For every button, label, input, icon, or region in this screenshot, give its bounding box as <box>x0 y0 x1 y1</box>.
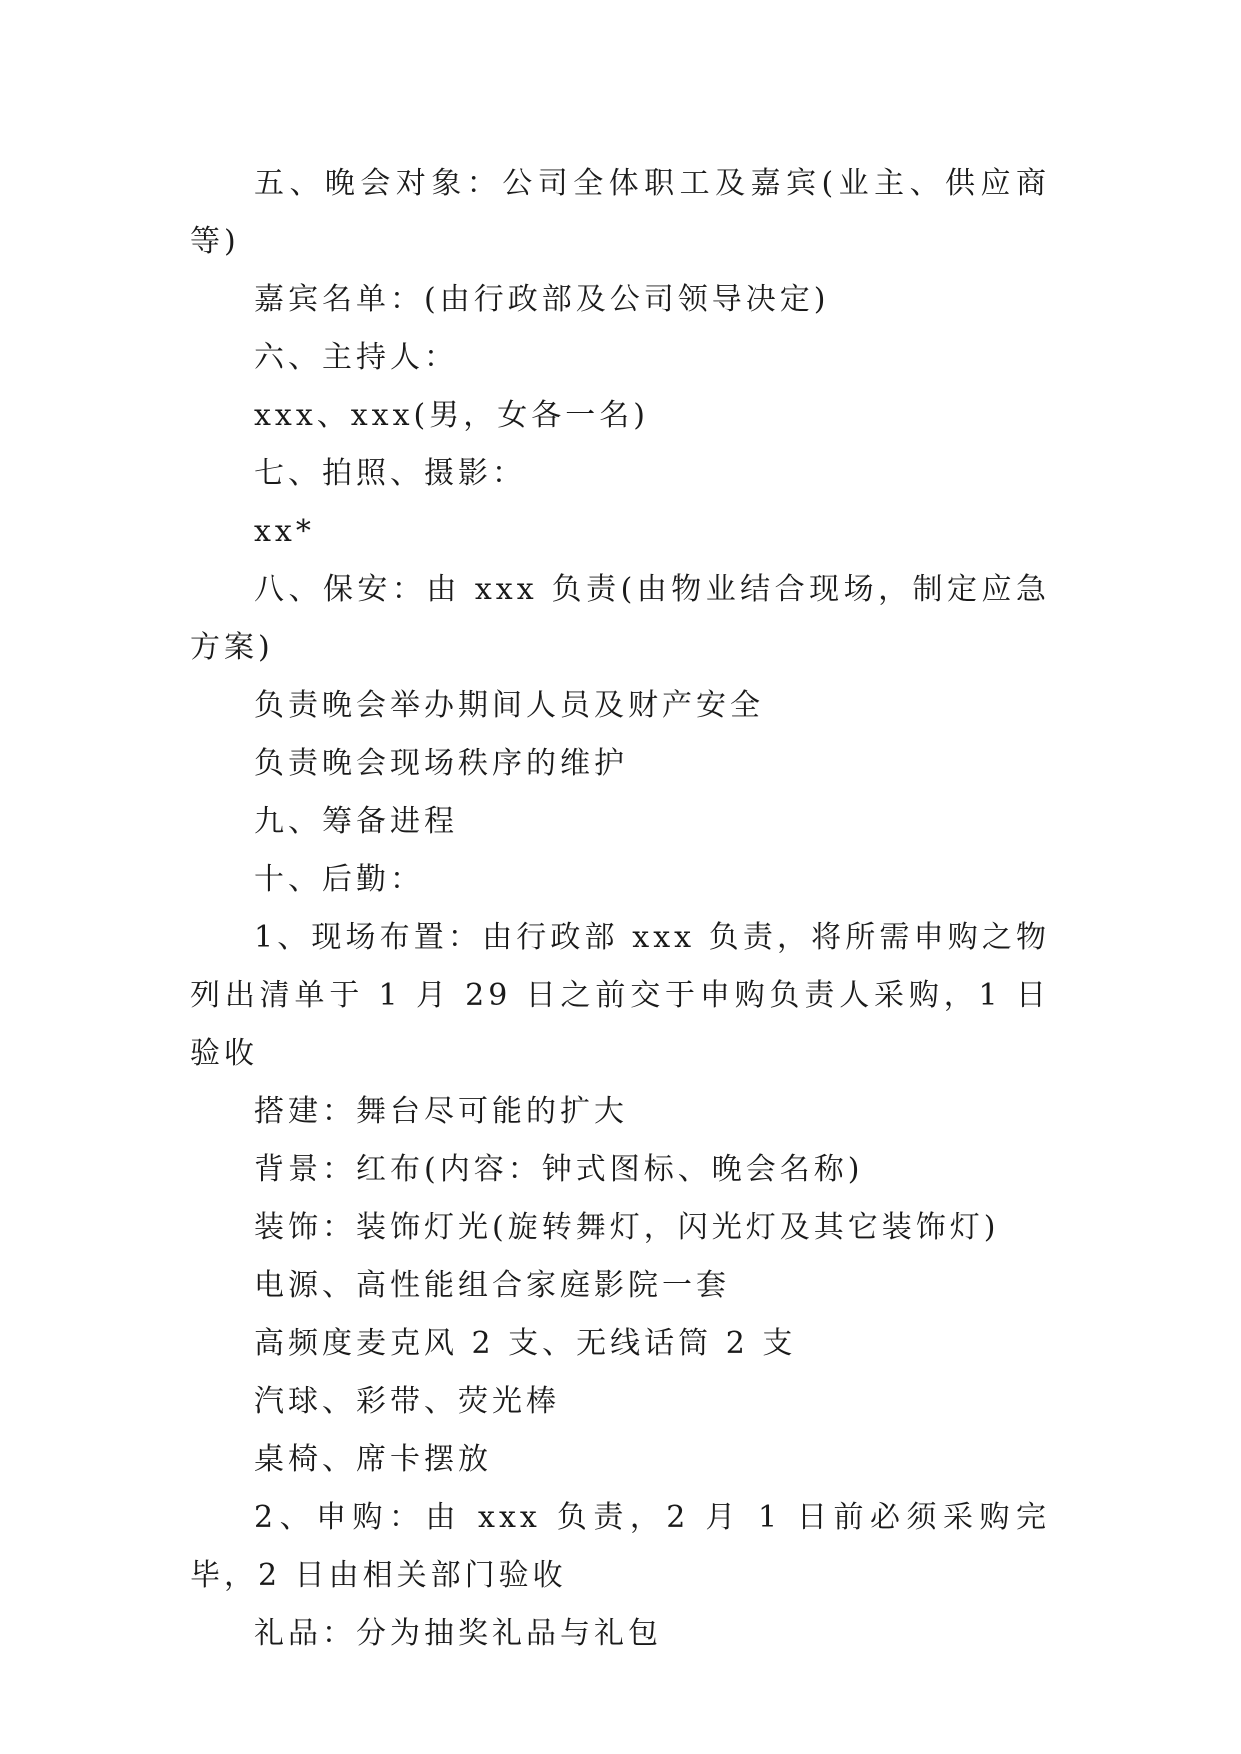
paragraph-audience: 五、晚会对象：公司全体职工及嘉宾(业主、供应商等) <box>190 166 1050 259</box>
document-body <box>190 155 1050 1663</box>
paragraph-balloons: 汽球、彩带、荧光棒 <box>254 1384 560 1419</box>
paragraph-logistics-heading: 十、后勤： <box>254 862 424 897</box>
paragraph-power: 电源、高性能组合家庭影院一套 <box>254 1268 730 1303</box>
paragraph-preparation: 九、筹备进程 <box>254 804 458 839</box>
paragraph-photographer: xx* <box>254 514 315 549</box>
paragraph-guest-list: 嘉宾名单：(由行政部及公司领导决定) <box>254 282 830 317</box>
paragraph-stage: 搭建：舞台尽可能的扩大 <box>254 1094 628 1129</box>
paragraph-microphones: 高频度麦克风 2 支、无线话筒 2 支 <box>254 1326 797 1361</box>
paragraph-security-duty-1: 负责晚会举办期间人员及财产安全 <box>254 688 764 723</box>
paragraph-decoration: 装饰：装饰灯光(旋转舞灯，闪光灯及其它装饰灯) <box>254 1210 1000 1245</box>
paragraph-hosts: xxx、xxx(男，女各一名) <box>254 398 649 433</box>
paragraph-security: 八、保安：由 xxx 负责(由物业结合现场，制定应急方案) <box>190 572 1050 665</box>
paragraph-venue-setup: 1、现场布置：由行政部 xxx 负责，将所需申购之物列出清单于 1 月 29 日之前交于申购负责人采购，1 日验收 <box>190 920 1050 1071</box>
paragraph-seating: 桌椅、席卡摆放 <box>254 1442 492 1477</box>
paragraph-purchasing: 2、申购：由 xxx 负责，2 月 1 日前必须采购完毕，2 日由相关部门验收 <box>190 1500 1050 1593</box>
paragraph-security-duty-2: 负责晚会现场秩序的维护 <box>254 746 628 781</box>
paragraph-gifts: 礼品：分为抽奖礼品与礼包 <box>254 1616 662 1651</box>
paragraph-photo-heading: 七、拍照、摄影： <box>254 456 526 491</box>
paragraph-backdrop: 背景：红布(内容：钟式图标、晚会名称) <box>254 1152 864 1187</box>
paragraph-host-heading: 六、主持人： <box>254 340 458 375</box>
